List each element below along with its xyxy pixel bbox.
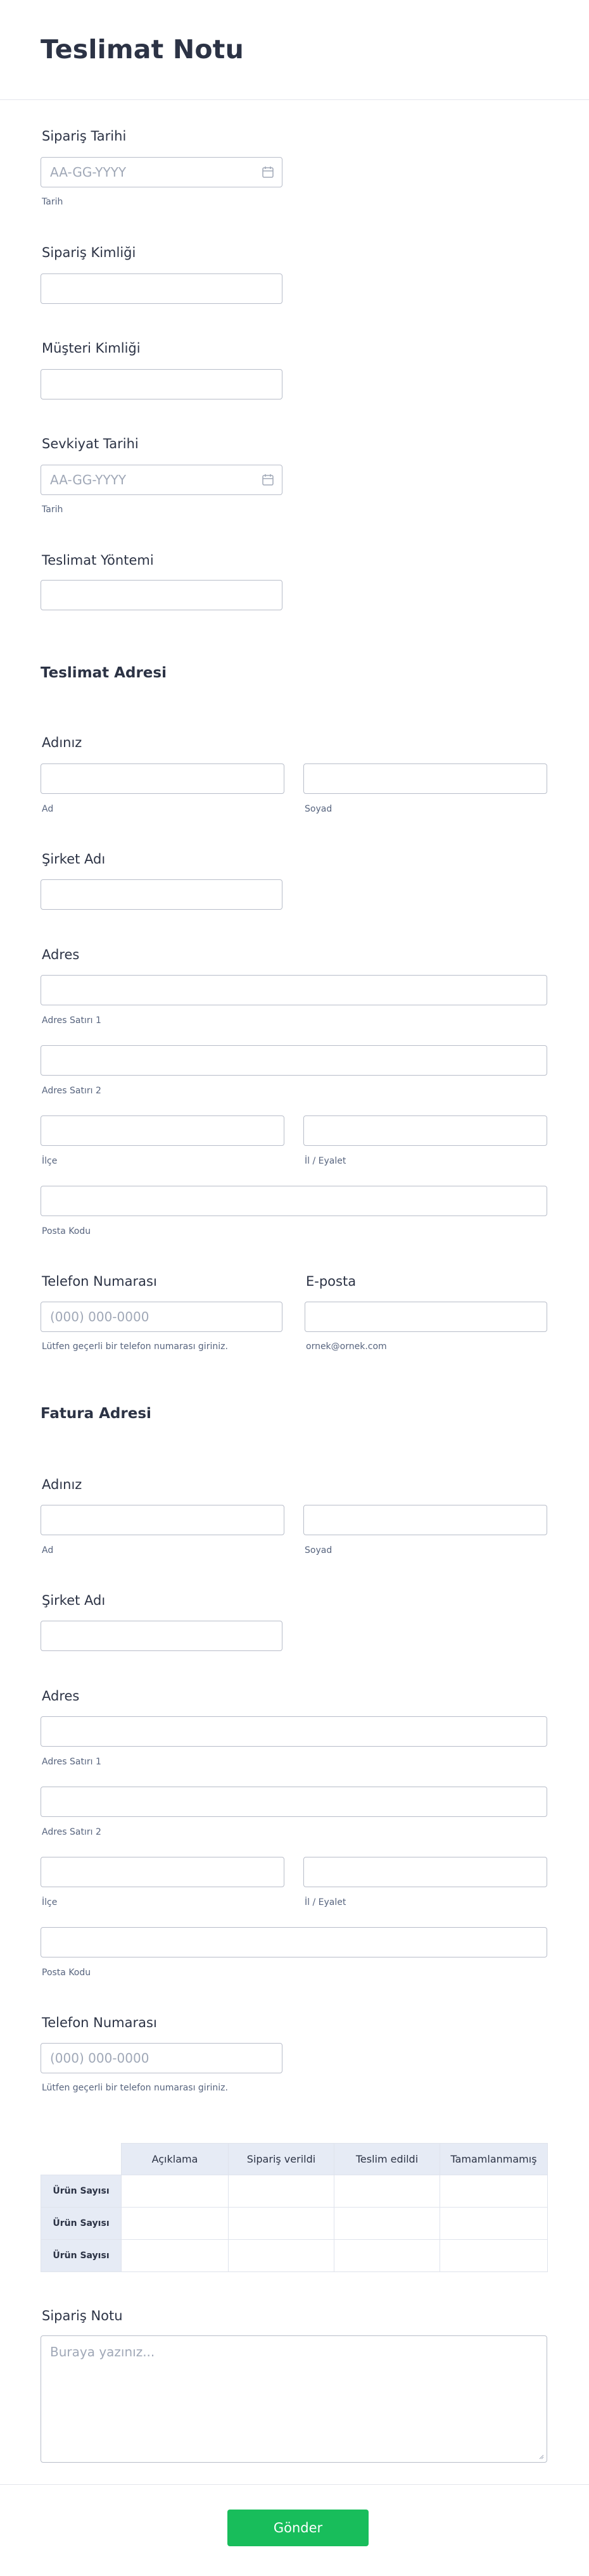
table-cell[interactable] xyxy=(440,2175,548,2208)
table-cell[interactable] xyxy=(122,2175,229,2208)
delivery-method-label: Teslimat Yöntemi xyxy=(42,553,154,568)
delivery-email-input[interactable] xyxy=(305,1302,547,1332)
table-cell[interactable] xyxy=(334,2240,440,2272)
table-cell[interactable] xyxy=(334,2175,440,2208)
table-cell[interactable] xyxy=(229,2208,334,2240)
billing-phone-placeholder: (000) 000-0000 xyxy=(50,2051,149,2066)
order-date-placeholder: AA-GG-YYYY xyxy=(50,165,127,180)
items-table xyxy=(41,2143,548,2272)
table-corner xyxy=(41,2144,122,2175)
delivery-province-input[interactable] xyxy=(303,1115,547,1146)
delivery-address-label: Adres xyxy=(42,947,80,962)
billing-company-label: Şirket Adı xyxy=(42,1593,106,1608)
table-row-header: Ürün Sayısı xyxy=(41,2208,122,2240)
delivery-phone-label: Telefon Numarası xyxy=(42,1274,157,1289)
billing-first-name-input[interactable] xyxy=(41,1505,284,1535)
billing-line2-sublabel: Adres Satırı 2 xyxy=(42,1827,101,1837)
form-header xyxy=(0,0,589,100)
billing-phone-label: Telefon Numarası xyxy=(42,2015,157,2030)
billing-name-label: Adınız xyxy=(42,1477,82,1492)
table-cell[interactable] xyxy=(334,2208,440,2240)
table-header-incomplete: Tamamlanmamış xyxy=(440,2144,548,2175)
billing-postal-sublabel: Posta Kodu xyxy=(42,1968,91,1978)
delivery-postal-sublabel: Posta Kodu xyxy=(42,1226,91,1236)
delivery-phone-hint: Lütfen geçerli bir telefon numarası giriniz. xyxy=(42,1341,228,1352)
delivery-last-name-sublabel: Soyad xyxy=(305,804,332,814)
delivery-first-name-input[interactable] xyxy=(41,763,284,794)
delivery-district-input[interactable] xyxy=(41,1115,284,1146)
billing-company-input[interactable] xyxy=(41,1621,282,1651)
table-cell[interactable] xyxy=(122,2240,229,2272)
billing-phone-hint: Lütfen geçerli bir telefon numarası giriniz. xyxy=(42,2083,228,2093)
table-row xyxy=(41,2240,548,2272)
form-title: Teslimat Notu xyxy=(41,34,244,65)
order-date-label: Sipariş Tarihi xyxy=(42,129,127,144)
order-note-label: Sipariş Notu xyxy=(42,2308,123,2323)
table-cell[interactable] xyxy=(229,2240,334,2272)
billing-line2-input[interactable] xyxy=(41,1787,547,1817)
billing-district-input[interactable] xyxy=(41,1857,284,1887)
billing-province-input[interactable] xyxy=(303,1857,547,1887)
delivery-method-input[interactable] xyxy=(41,580,282,610)
billing-first-name-sublabel: Ad xyxy=(42,1545,54,1555)
billing-line1-sublabel: Adres Satırı 1 xyxy=(42,1757,101,1767)
delivery-province-sublabel: İl / Eyalet xyxy=(305,1156,346,1166)
delivery-line2-sublabel: Adres Satırı 2 xyxy=(42,1086,101,1096)
table-cell[interactable] xyxy=(440,2240,548,2272)
delivery-line2-input[interactable] xyxy=(41,1045,547,1076)
delivery-phone-input[interactable] xyxy=(41,1302,282,1332)
submit-button[interactable]: Gönder xyxy=(227,2510,369,2546)
table-row xyxy=(41,2208,548,2240)
customer-id-input[interactable] xyxy=(41,369,282,399)
billing-province-sublabel: İl / Eyalet xyxy=(305,1897,346,1907)
calendar-icon[interactable] xyxy=(262,166,274,179)
table-header-delivered: Teslim edildi xyxy=(334,2144,440,2175)
billing-line1-input[interactable] xyxy=(41,1716,547,1747)
table-cell[interactable] xyxy=(229,2175,334,2208)
billing-last-name-input[interactable] xyxy=(303,1505,547,1535)
order-note-textarea[interactable] xyxy=(41,2335,547,2463)
calendar-icon[interactable] xyxy=(262,474,274,486)
table-row-header: Ürün Sayısı xyxy=(41,2240,122,2272)
delivery-line1-input[interactable] xyxy=(41,975,547,1005)
table-cell[interactable] xyxy=(122,2208,229,2240)
billing-address-label: Adres xyxy=(42,1688,80,1704)
table-header-ordered: Sipariş verildi xyxy=(229,2144,334,2175)
delivery-name-label: Adınız xyxy=(42,735,82,750)
order-id-input[interactable] xyxy=(41,273,282,304)
billing-phone-input[interactable] xyxy=(41,2043,282,2073)
delivery-company-input[interactable] xyxy=(41,879,282,910)
delivery-phone-placeholder: (000) 000-0000 xyxy=(50,1309,149,1324)
delivery-last-name-input[interactable] xyxy=(303,763,547,794)
shipping-date-input[interactable] xyxy=(41,465,282,495)
delivery-first-name-sublabel: Ad xyxy=(42,804,54,814)
delivery-line1-sublabel: Adres Satırı 1 xyxy=(42,1015,101,1026)
delivery-district-sublabel: İlçe xyxy=(42,1156,58,1166)
resize-handle-icon[interactable] xyxy=(539,2454,544,2460)
billing-address-heading: Fatura Adresi xyxy=(41,1405,151,1422)
delivery-company-label: Şirket Adı xyxy=(42,851,106,867)
table-row xyxy=(41,2175,548,2208)
billing-postal-input[interactable] xyxy=(41,1927,547,1957)
billing-last-name-sublabel: Soyad xyxy=(305,1545,332,1555)
order-date-input[interactable] xyxy=(41,157,282,187)
billing-district-sublabel: İlçe xyxy=(42,1897,58,1907)
table-row-header: Ürün Sayısı xyxy=(41,2175,122,2208)
shipping-date-sublabel: Tarih xyxy=(42,505,63,515)
order-note-placeholder: Buraya yazınız... xyxy=(50,2344,155,2359)
delivery-postal-input[interactable] xyxy=(41,1186,547,1216)
shipping-date-placeholder: AA-GG-YYYY xyxy=(50,472,127,487)
shipping-date-label: Sevkiyat Tarihi xyxy=(42,436,139,451)
delivery-email-label: E-posta xyxy=(306,1274,357,1289)
order-id-label: Sipariş Kimliği xyxy=(42,245,136,260)
order-date-sublabel: Tarih xyxy=(42,197,63,207)
delivery-address-heading: Teslimat Adresi xyxy=(41,665,167,681)
table-cell[interactable] xyxy=(440,2208,548,2240)
delivery-email-hint: ornek@ornek.com xyxy=(306,1341,387,1352)
table-header-description: Açıklama xyxy=(122,2144,229,2175)
customer-id-label: Müşteri Kimliği xyxy=(42,341,141,356)
